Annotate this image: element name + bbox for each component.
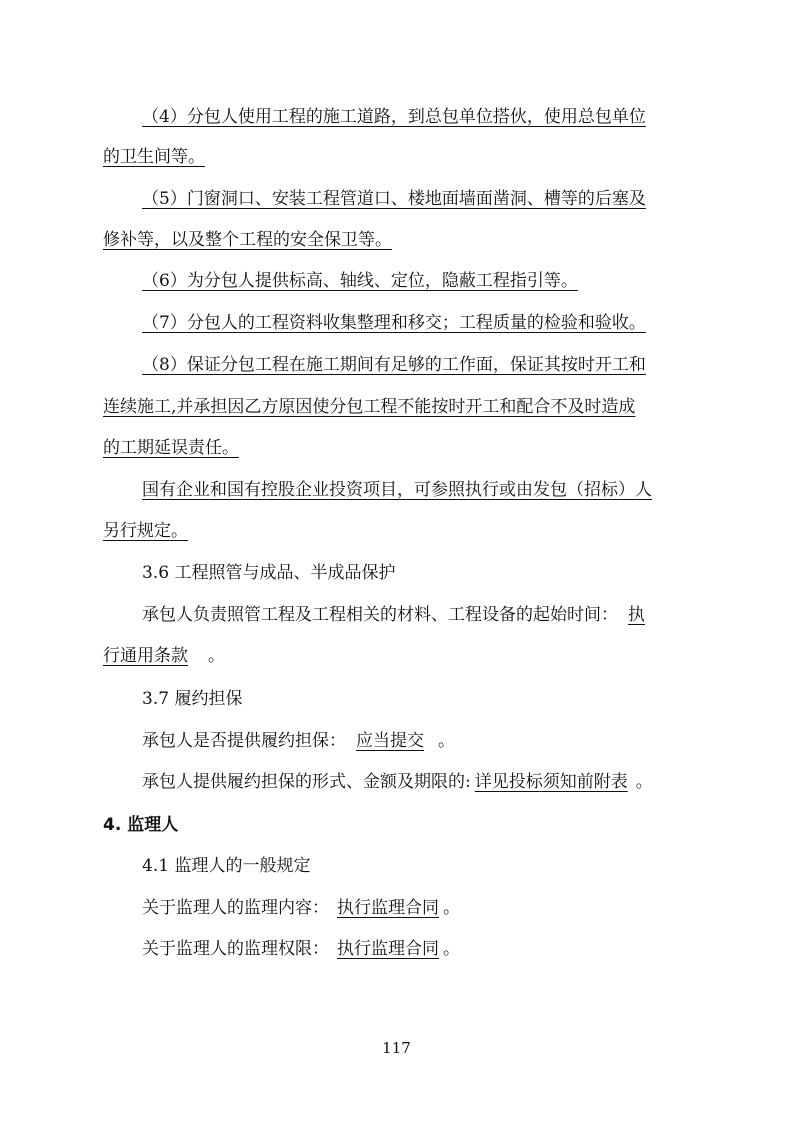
page-number: 117 — [382, 1039, 411, 1057]
section-4-heading: 4. 监理人 — [103, 815, 179, 835]
section-3-7-q1-suffix: 。 — [438, 731, 455, 751]
section-3-6-label: 承包人负责照管工程及工程相关的材料、工程设备的起始时间： — [142, 605, 618, 625]
section-4-1-content-suffix: 。 — [443, 898, 460, 918]
section-3-7-q1-label: 承包人是否提供履约担保： — [142, 731, 346, 751]
section-4-1-content-value — [329, 898, 443, 918]
clause-5-line-2 — [103, 227, 406, 253]
section-3-6-text-line-1 — [142, 602, 693, 628]
clause-8-line-1: （8）保证分包工程在施工期间有足够的工作面，保证其按时开工和 — [142, 355, 646, 375]
clause-4-line-2-text: 的卫生间等。 — [103, 147, 205, 167]
state-owned-note-line-2: 另行规定。 — [103, 521, 188, 541]
section-3-7-question-2 — [142, 769, 653, 795]
section-4-1-authority-label: 关于监理人的监理权限： — [142, 939, 329, 959]
section-3-7-title: 3.7 履约担保 — [142, 689, 243, 709]
section-3-6-text-line-2 — [103, 643, 225, 669]
section-4-1-content — [142, 895, 460, 921]
section-3-7-q2-suffix: 。 — [635, 772, 653, 792]
section-3-7-q2-value-text: 详见投标须知前附表 — [474, 772, 628, 792]
clause-4-line-1: （4）分包人使用工程的施工道路，到总包单位搭伙，使用总包单位 — [142, 107, 646, 127]
section-4-1-authority-suffix: 。 — [443, 939, 460, 959]
clause-5-line-2-text: 修补等，以及整个工程的安全保卫等。 — [103, 230, 392, 250]
clause-8-line-3-text: 的工期延误责任。 — [103, 438, 239, 458]
clause-5-line-1: （5）门窗洞口、安装工程管道口、楼地面墙面凿洞、槽等的后塞及 — [142, 189, 646, 209]
section-3-6-value-part-2 — [103, 646, 208, 666]
section-4-1-title: 4.1 监理人的一般规定 — [142, 856, 311, 876]
section-3-6-value-part-1 — [618, 605, 645, 625]
clause-8-line-3 — [103, 435, 247, 461]
state-owned-note-line-1: 国有企业和国有控股企业投资项目，可参照执行或由发包（招标）人 — [142, 480, 652, 500]
section-3-7-q2-label: 承包人提供履约担保的形式、金额及期限的: — [142, 772, 471, 792]
clause-7: （7）分包人的工程资料收集整理和移交；工程质量的检验和验收。 — [142, 313, 646, 333]
section-3-7-q1-value-text: 应当提交 — [356, 731, 424, 751]
section-4-1-content-value-text: 执行监理合同 — [337, 898, 439, 918]
section-3-7-q1-value — [346, 731, 434, 751]
section-3-6-value-part-1-text: 执 — [628, 605, 645, 625]
section-4-1-authority-value-text: 执行监理合同 — [337, 939, 439, 959]
section-3-6-suffix: 。 — [208, 646, 225, 666]
section-3-6-value-part-2-text: 行通用条款 — [103, 646, 188, 666]
section-3-7-question-1 — [142, 728, 455, 754]
section-3-6-title: 3.6 工程照管与成品、半成品保护 — [142, 563, 396, 583]
section-4-1-content-label: 关于监理人的监理内容： — [142, 898, 329, 918]
clause-4-line-2 — [103, 144, 219, 170]
section-4-1-authority-value — [329, 939, 443, 959]
clause-6 — [142, 268, 594, 294]
section-3-7-q2-value — [471, 772, 628, 792]
clause-8-line-2: 连续施工,并承担因乙方原因使分包工程不能按时开工和配合不及时造成 — [103, 397, 636, 417]
section-4-1-authority — [142, 936, 460, 962]
clause-6-text: （6）为分包人提供标高、轴线、定位，隐蔽工程指引等。 — [142, 271, 578, 291]
